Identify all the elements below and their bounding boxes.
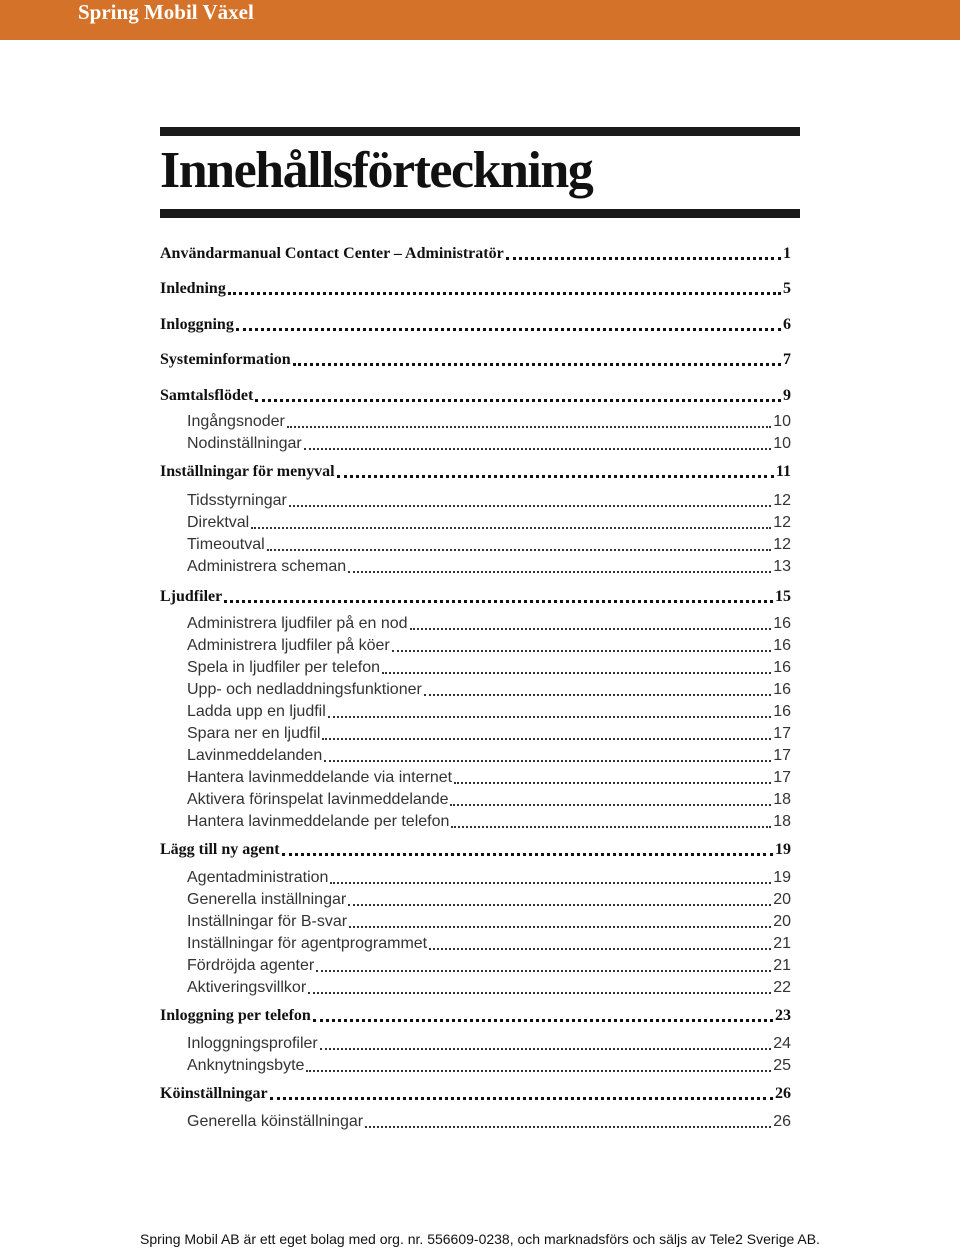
toc-entry-page: 11 xyxy=(775,463,791,480)
dot-leader xyxy=(424,694,771,696)
toc-entry-section[interactable] xyxy=(160,744,791,766)
dot-leader xyxy=(429,948,771,950)
footer-text: Spring Mobil AB är ett eget bolag med org. nr. 556609-0238, och marknadsförs och säljs av Tele2 Sverige AB. xyxy=(140,1231,820,1247)
dot-leader xyxy=(304,448,771,450)
toc-entry-title: Köinställningar xyxy=(160,1085,268,1102)
toc-entry-title: Direktval xyxy=(187,514,250,531)
dot-leader xyxy=(320,1048,771,1050)
toc-entry-title: Inloggning xyxy=(160,316,234,333)
toc-entry-title: Samtalsflödet xyxy=(160,387,254,404)
dot-leader xyxy=(322,738,771,740)
toc-entry-page: 26 xyxy=(775,1085,791,1102)
toc-entry-title: Generella inställningar xyxy=(187,891,347,908)
toc-entry-title: Generella köinställningar xyxy=(187,1113,364,1130)
toc-entry-page: 5 xyxy=(783,280,791,297)
toc-entry-page: 20 xyxy=(773,913,791,930)
dot-leader xyxy=(267,549,772,551)
toc-entry-page: 7 xyxy=(783,351,791,368)
toc-entry-page: 22 xyxy=(773,979,791,996)
dot-leader xyxy=(228,292,781,295)
toc-entry-section[interactable] xyxy=(160,634,791,656)
toc-entry-title: Timeoutval xyxy=(187,536,265,553)
toc-entry-chapter[interactable] xyxy=(160,585,791,607)
toc-entry-title: Inloggning per telefon xyxy=(160,1007,311,1024)
toc-entry-page: 19 xyxy=(775,841,791,858)
dot-leader xyxy=(306,1070,771,1072)
toc-entry-chapter[interactable] xyxy=(160,384,791,406)
toc-entry-title: Anknytningsbyte xyxy=(187,1057,305,1074)
toc-entry-title: Nodinställningar xyxy=(187,435,302,452)
toc-entry-section[interactable] xyxy=(160,866,791,888)
toc-entry-chapter[interactable] xyxy=(160,460,791,482)
toc-entry-title: Administrera scheman xyxy=(187,558,347,575)
toc-entry-section[interactable] xyxy=(160,700,791,722)
dot-leader xyxy=(293,363,781,366)
toc-entry-title: Agentadministration xyxy=(187,869,329,886)
toc-entry-page: 18 xyxy=(773,813,791,830)
toc-entry-page: 21 xyxy=(773,935,791,952)
toc-entry-title: Aktivera förinspelat lavinmeddelande xyxy=(187,791,449,808)
toc-entry-section[interactable] xyxy=(160,810,791,832)
toc-entry-section[interactable] xyxy=(160,788,791,810)
toc-entry-title: Tidsstyrningar xyxy=(187,492,287,509)
toc-entry-page: 16 xyxy=(773,637,791,654)
toc-entry-title: Inställningar för menyval xyxy=(160,463,335,480)
toc-entry-page: 21 xyxy=(773,957,791,974)
toc-entry-title: Ingångsnoder xyxy=(187,413,285,430)
dot-leader xyxy=(382,672,771,674)
toc-entry-title: Inställningar för agentprogrammet xyxy=(187,935,428,952)
dot-leader xyxy=(348,904,771,906)
toc-entry-section[interactable] xyxy=(160,678,791,700)
toc-entry-page: 19 xyxy=(773,869,791,886)
toc-entry-page: 25 xyxy=(773,1057,791,1074)
toc-entry-section[interactable] xyxy=(160,511,791,533)
toc-entry-section[interactable] xyxy=(160,410,791,432)
toc-entry-page: 12 xyxy=(773,492,791,509)
toc-entry-page: 16 xyxy=(773,615,791,632)
dot-leader xyxy=(328,716,771,718)
dot-leader xyxy=(251,527,771,529)
header-bar xyxy=(0,0,960,40)
toc-entry-title: Användarmanual Contact Center – Administratör xyxy=(160,245,504,262)
dot-leader xyxy=(450,804,771,806)
toc-entry-page: 10 xyxy=(773,435,791,452)
dot-leader xyxy=(454,782,771,784)
toc-entry-page: 6 xyxy=(783,316,791,333)
toc-entry-page: 23 xyxy=(775,1007,791,1024)
toc-entry-section[interactable] xyxy=(160,432,791,454)
toc-entry-title: Spara ner en ljudfil xyxy=(187,725,321,742)
toc-entry-title: Administrera ljudfiler på köer xyxy=(187,637,390,654)
toc-entry-page: 12 xyxy=(773,514,791,531)
toc-entry-section[interactable] xyxy=(160,1054,791,1076)
toc-entry-page: 12 xyxy=(773,536,791,553)
toc-entry-page: 26 xyxy=(773,1113,791,1130)
toc-entry-section[interactable] xyxy=(160,1110,791,1132)
toc-entry-page: 17 xyxy=(773,725,791,742)
toc-entry-page: 17 xyxy=(773,747,791,764)
dot-leader xyxy=(349,926,771,928)
dot-leader xyxy=(270,1097,773,1100)
toc-entry-chapter[interactable] xyxy=(160,242,791,264)
toc-entry-section[interactable] xyxy=(160,766,791,788)
dot-leader xyxy=(224,600,773,603)
dot-leader xyxy=(410,628,772,630)
toc-entry-chapter[interactable] xyxy=(160,838,791,860)
dot-leader xyxy=(313,1019,773,1022)
dot-leader xyxy=(236,328,781,331)
toc-entry-title: Lavinmeddelanden xyxy=(187,747,323,764)
toc-entry-title: Systeminformation xyxy=(160,351,291,368)
dot-leader xyxy=(506,257,781,260)
dot-leader xyxy=(330,882,771,884)
dot-leader xyxy=(308,992,771,994)
toc-entry-page: 24 xyxy=(773,1035,791,1052)
toc-entry-page: 16 xyxy=(773,681,791,698)
toc-entry-section[interactable] xyxy=(160,954,791,976)
dot-leader xyxy=(451,826,771,828)
toc-entry-title: Inledning xyxy=(160,280,226,297)
toc-entry-chapter[interactable] xyxy=(160,313,791,335)
dot-leader xyxy=(287,426,771,428)
toc-entry-page: 17 xyxy=(773,769,791,786)
toc-entry-title: Inloggningsprofiler xyxy=(187,1035,318,1052)
dot-leader xyxy=(255,399,781,402)
dot-leader xyxy=(289,505,771,507)
toc-entry-title: Spela in ljudfiler per telefon xyxy=(187,659,381,676)
toc-entry-title: Lägg till ny agent xyxy=(160,841,280,858)
toc-entry-chapter[interactable] xyxy=(160,348,791,370)
toc-entry-title: Aktiveringsvillkor xyxy=(187,979,307,996)
toc-entry-chapter[interactable] xyxy=(160,277,791,299)
toc-entry-title: Fördröjda agenter xyxy=(187,957,315,974)
toc-entry-title: Hantera lavinmeddelande via internet xyxy=(187,769,453,786)
toc-entry-title: Inställningar för B-svar xyxy=(187,913,348,930)
toc-entry-chapter[interactable] xyxy=(160,1004,791,1026)
toc-entry-title: Ljudfiler xyxy=(160,588,223,605)
toc-entry-section[interactable] xyxy=(160,976,791,998)
toc-entry-section[interactable] xyxy=(160,555,791,577)
brand-title: Spring Mobil Växel xyxy=(78,0,254,24)
toc-entry-section[interactable] xyxy=(160,656,791,678)
toc-entry-section[interactable] xyxy=(160,533,791,555)
dot-leader xyxy=(348,571,771,573)
toc-entry-page: 18 xyxy=(773,791,791,808)
toc-entry-section[interactable] xyxy=(160,888,791,910)
dot-leader xyxy=(337,475,774,478)
dot-leader xyxy=(365,1126,771,1128)
dot-leader xyxy=(282,853,773,856)
toc-entry-page: 16 xyxy=(773,659,791,676)
toc-entry-title: Upp- och nedladdningsfunktioner xyxy=(187,681,422,698)
toc-entry-page: 15 xyxy=(775,588,791,605)
toc-entry-section[interactable] xyxy=(160,489,791,511)
toc-entry-section[interactable] xyxy=(160,612,791,634)
toc-entry-section[interactable] xyxy=(160,1032,791,1054)
toc-entry-page: 20 xyxy=(773,891,791,908)
toc-entry-title: Ladda upp en ljudfil xyxy=(187,703,326,720)
toc-entry-title: Hantera lavinmeddelande per telefon xyxy=(187,813,450,830)
toc-entry-section[interactable] xyxy=(160,722,791,744)
dot-leader xyxy=(324,760,771,762)
toc-entry-page: 13 xyxy=(773,558,791,575)
dot-leader xyxy=(392,650,771,652)
toc-entry-page: 10 xyxy=(773,413,791,430)
page-title: Innehållsförteckning xyxy=(160,142,593,199)
toc-entry-title: Administrera ljudfiler på en nod xyxy=(187,615,408,632)
toc-entry-section[interactable] xyxy=(160,910,791,932)
toc-entry-chapter[interactable] xyxy=(160,1082,791,1104)
toc-entry-page: 16 xyxy=(773,703,791,720)
dot-leader xyxy=(316,970,771,972)
title-rule-bottom xyxy=(160,209,800,218)
toc-entry-page: 1 xyxy=(783,245,791,262)
toc-entry-section[interactable] xyxy=(160,932,791,954)
toc-entry-page: 9 xyxy=(783,387,791,404)
title-rule-top xyxy=(160,127,800,136)
